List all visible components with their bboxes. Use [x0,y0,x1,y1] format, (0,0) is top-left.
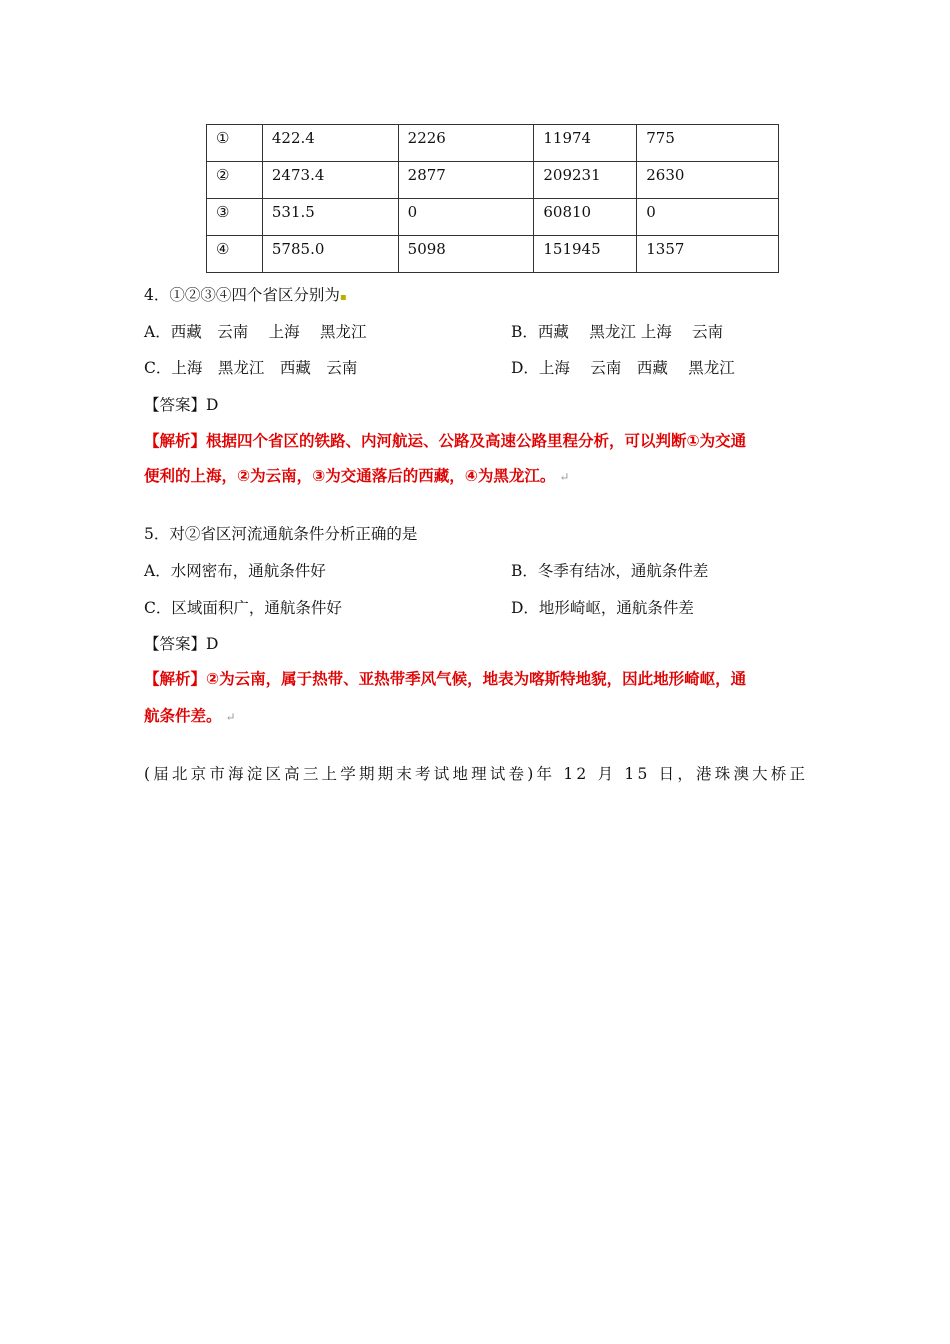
mileage-table [206,124,779,273]
q4-option-a: A．西藏 云南 上海 黑龙江 [144,323,367,341]
table-cell: 531.5 [262,199,398,236]
paragraph-mark-icon: ↵ [225,710,236,724]
table-cell: 209231 [534,162,637,199]
table-cell: ④ [207,236,263,273]
table-row [207,162,779,199]
table-cell: ① [207,125,263,162]
table-cell: 2226 [398,125,534,162]
q4-option-c: C．上海 黑龙江 西藏 云南 [144,359,358,377]
q4-answer: 【答案】D [144,396,219,414]
q5-option-d: D．地形崎岖，通航条件差 [511,599,694,617]
table-row [207,125,779,162]
q4-analysis-line-2: 便利的上海，②为云南，③为交通落后的西藏，④为黑龙江。 ↵ [144,467,570,485]
question-4-stem: 4．①②③④四个省区分别为▪ [144,286,347,304]
table-cell: 1357 [637,236,779,273]
table-cell: 2630 [637,162,779,199]
table-cell: 151945 [534,236,637,273]
table-cell: ② [207,162,263,199]
table-cell: 5785.0 [262,236,398,273]
table-cell: 0 [637,199,779,236]
question-5-stem: 5．对②省区河流通航条件分析正确的是 [144,525,418,543]
q5-option-c: C．区域面积广，通航条件好 [144,599,342,617]
table-row [207,199,779,236]
next-question-intro: (届北京市海淀区高三上学期期末考试地理试卷)年 12 月 15 日，港珠澳大桥正 [144,765,809,783]
q5-analysis-line-2: 航条件差。 ↵ [144,707,236,725]
q5-analysis-line-1: 【解析】②为云南，属于热带、亚热带季风气候，地表为喀斯特地貌，因此地形崎岖，通 [144,670,747,688]
table-cell: 775 [637,125,779,162]
table-cell: ③ [207,199,263,236]
table-cell: 11974 [534,125,637,162]
table-cell: 422.4 [262,125,398,162]
q5-answer: 【答案】D [144,635,219,653]
table-cell: 0 [398,199,534,236]
table-cell: 60810 [534,199,637,236]
q4-option-d: D．上海 云南 西藏 黑龙江 [511,359,735,377]
q4-option-b: B．西藏 黑龙江 上海 云南 [511,323,724,341]
table-cell: 2877 [398,162,534,199]
table-cell: 5098 [398,236,534,273]
q5-option-b: B．冬季有结冰，通航条件差 [511,562,709,580]
table-cell: 2473.4 [262,162,398,199]
q4-analysis-line-1: 【解析】根据四个省区的铁路、内河航运、公路及高速公路里程分析，可以判断①为交通 [144,432,747,450]
paragraph-mark-icon: ↵ [559,470,570,484]
q5-option-a: A．水网密布，通航条件好 [144,562,326,580]
table-row [207,236,779,273]
